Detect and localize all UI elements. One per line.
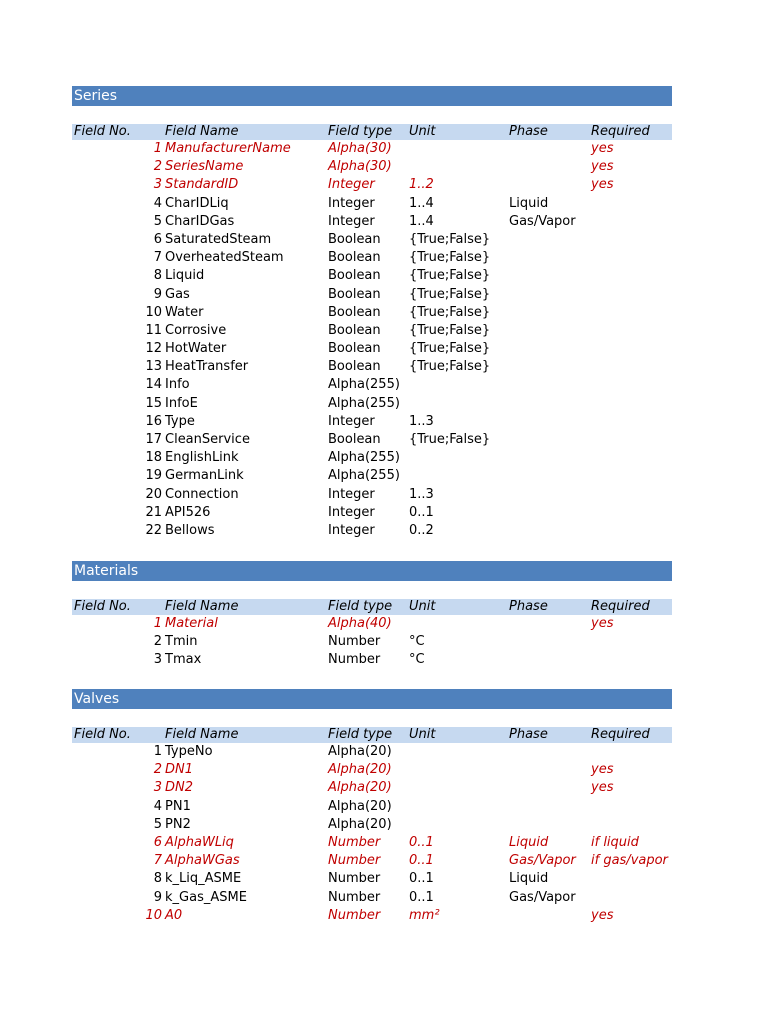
field-name-cell: Liquid xyxy=(165,268,205,284)
table-row xyxy=(72,633,672,651)
required-cell: yes xyxy=(591,616,614,631)
field-no-cell: 13 xyxy=(145,359,162,375)
field-name-cell: Tmax xyxy=(165,652,202,668)
field-name-cell: AlphaWLiq xyxy=(165,834,234,850)
field-name-cell: Type xyxy=(165,413,195,429)
table-row xyxy=(72,340,672,358)
table-row xyxy=(72,231,672,249)
field-no-cell: 15 xyxy=(145,395,162,411)
field-no-cell: 19 xyxy=(145,468,162,484)
field-no-cell: 6 xyxy=(153,834,162,850)
header-field-no: Field No. xyxy=(74,599,131,614)
unit-cell: 1..3 xyxy=(409,413,434,429)
field-no-cell: 8 xyxy=(153,268,162,284)
field-type-cell: Integer xyxy=(328,195,375,211)
field-type-cell: Boolean xyxy=(328,432,381,447)
table-row xyxy=(72,522,672,540)
field-no-cell: 2 xyxy=(153,762,162,778)
field-no-cell: 20 xyxy=(145,486,162,502)
field-type-cell: Alpha(30) xyxy=(328,141,392,156)
unit-cell: {True;False} xyxy=(409,359,491,375)
field-type-cell: Boolean xyxy=(328,341,381,357)
unit-cell: °C xyxy=(409,634,425,650)
header-phase: Phase xyxy=(509,124,548,139)
field-type-cell: Boolean xyxy=(328,268,381,284)
phase-cell: Gas/Vapor xyxy=(509,853,576,869)
phase-cell: Liquid xyxy=(509,834,549,850)
field-type-cell: Alpha(40) xyxy=(328,616,392,631)
field-no-cell: 14 xyxy=(145,377,162,393)
unit-cell: {True;False} xyxy=(409,268,491,284)
table-row xyxy=(72,816,672,834)
field-name-cell: k_Liq_ASME xyxy=(165,871,242,887)
field-type-cell: Number xyxy=(328,907,381,923)
field-name-cell: Tmin xyxy=(165,634,198,650)
field-no-cell: 1 xyxy=(153,744,162,759)
unit-cell: {True;False} xyxy=(409,322,491,338)
field-type-cell: Alpha(255) xyxy=(328,377,400,393)
phase-cell: Gas/Vapor xyxy=(509,213,576,229)
field-name-cell: HeatTransfer xyxy=(165,359,249,375)
header-unit: Unit xyxy=(409,727,436,742)
field-no-cell: 9 xyxy=(153,889,162,905)
field-no-cell: 10 xyxy=(145,304,162,320)
table-body xyxy=(72,140,672,540)
header-field-name: Field Name xyxy=(165,124,239,139)
required-cell: yes xyxy=(591,762,614,778)
field-no-cell: 16 xyxy=(145,413,162,429)
field-type-cell: Number xyxy=(328,889,381,905)
header-required: Required xyxy=(591,727,650,742)
header-unit: Unit xyxy=(409,124,436,139)
field-type-cell: Integer xyxy=(328,413,375,429)
table-header xyxy=(72,124,672,140)
table-body xyxy=(72,743,672,925)
field-name-cell: Water xyxy=(165,304,204,320)
required-cell: yes xyxy=(591,159,614,175)
field-type-cell: Alpha(255) xyxy=(328,395,400,411)
table-row xyxy=(72,195,672,213)
field-type-cell: Boolean xyxy=(328,359,381,375)
table-header xyxy=(72,599,672,615)
field-name-cell: Connection xyxy=(165,486,239,502)
field-type-cell: Number xyxy=(328,853,381,869)
field-no-cell: 5 xyxy=(153,213,162,229)
field-type-cell: Boolean xyxy=(328,250,381,266)
unit-cell: 0..1 xyxy=(409,853,434,869)
field-name-cell: GermanLink xyxy=(165,468,244,484)
unit-cell: 0..1 xyxy=(409,871,434,887)
field-no-cell: 1 xyxy=(153,141,162,156)
field-type-cell: Alpha(255) xyxy=(328,468,400,484)
table-row xyxy=(72,213,672,231)
required-cell: yes xyxy=(591,141,614,156)
field-name-cell: Material xyxy=(165,616,218,631)
field-no-cell: 3 xyxy=(153,780,162,796)
field-name-cell: CharIDGas xyxy=(165,213,235,229)
field-name-cell: API526 xyxy=(165,504,211,520)
field-no-cell: 9 xyxy=(153,286,162,302)
section-series xyxy=(72,86,672,540)
field-type-cell: Number xyxy=(328,834,381,850)
header-unit: Unit xyxy=(409,599,436,614)
table-row xyxy=(72,449,672,467)
unit-cell: 1..4 xyxy=(409,195,434,211)
field-no-cell: 22 xyxy=(145,522,162,538)
field-no-cell: 2 xyxy=(153,159,162,175)
unit-cell: {True;False} xyxy=(409,304,491,320)
unit-cell: {True;False} xyxy=(409,286,491,302)
field-no-cell: 11 xyxy=(145,322,162,338)
header-field-no: Field No. xyxy=(74,124,131,139)
field-type-cell: Number xyxy=(328,871,381,887)
table-row xyxy=(72,651,672,669)
field-name-cell: ManufacturerName xyxy=(165,141,291,156)
field-name-cell: Bellows xyxy=(165,522,215,538)
field-name-cell: HotWater xyxy=(165,341,227,357)
field-name-cell: TypeNo xyxy=(165,744,213,759)
field-name-cell: DN2 xyxy=(165,780,194,796)
field-name-cell: EnglishLink xyxy=(165,450,239,466)
field-name-cell: Corrosive xyxy=(165,322,227,338)
header-phase: Phase xyxy=(509,727,548,742)
required-cell: yes xyxy=(591,780,614,796)
field-type-cell: Alpha(20) xyxy=(328,780,392,796)
field-no-cell: 5 xyxy=(153,816,162,832)
field-no-cell: 3 xyxy=(153,177,162,193)
header-field-name: Field Name xyxy=(165,727,239,742)
required-cell: if gas/vapor xyxy=(591,853,668,869)
field-type-cell: Integer xyxy=(328,213,375,229)
section-valves xyxy=(72,689,672,925)
unit-cell: {True;False} xyxy=(409,231,491,247)
field-no-cell: 8 xyxy=(153,871,162,887)
header-required: Required xyxy=(591,599,650,614)
unit-cell: {True;False} xyxy=(409,432,491,447)
table-row xyxy=(72,286,672,304)
field-name-cell: Info xyxy=(165,377,190,393)
field-type-cell: Alpha(20) xyxy=(328,744,392,759)
field-name-cell: InfoE xyxy=(165,395,198,411)
unit-cell: 0..1 xyxy=(409,834,434,850)
table-row xyxy=(72,504,672,522)
phase-cell: Liquid xyxy=(509,871,549,887)
field-name-cell: Gas xyxy=(165,286,190,302)
field-name-cell: SeriesName xyxy=(165,159,244,175)
header-field-type: Field type xyxy=(328,599,393,614)
field-type-cell: Alpha(20) xyxy=(328,798,392,814)
field-name-cell: DN1 xyxy=(165,762,194,778)
header-field-type: Field type xyxy=(328,124,393,139)
field-no-cell: 7 xyxy=(153,853,162,869)
field-name-cell: CharIDLiq xyxy=(165,195,229,211)
field-type-cell: Alpha(20) xyxy=(328,816,392,832)
field-no-cell: 3 xyxy=(153,652,162,668)
header-field-name: Field Name xyxy=(165,599,239,614)
required-cell: yes xyxy=(591,177,614,193)
field-type-cell: Number xyxy=(328,652,381,668)
table-row xyxy=(72,907,672,925)
field-name-cell: StandardID xyxy=(165,177,239,193)
unit-cell: 0..1 xyxy=(409,504,434,520)
unit-cell: {True;False} xyxy=(409,341,491,357)
table-row xyxy=(72,249,672,267)
table-header xyxy=(72,727,672,743)
table-row xyxy=(72,852,672,870)
field-no-cell: 18 xyxy=(145,450,162,466)
field-name-cell: OverheatedSteam xyxy=(165,250,284,266)
field-no-cell: 7 xyxy=(153,250,162,266)
field-type-cell: Alpha(20) xyxy=(328,762,392,778)
unit-cell: 1..3 xyxy=(409,486,434,502)
phase-cell: Liquid xyxy=(509,195,549,211)
field-no-cell: 1 xyxy=(153,616,162,631)
table-row xyxy=(72,140,672,158)
unit-cell: 1..4 xyxy=(409,213,434,229)
header-phase: Phase xyxy=(509,599,548,614)
table-row xyxy=(72,761,672,779)
table-row xyxy=(72,834,672,852)
section-title: Materials xyxy=(72,561,672,581)
field-type-cell: Boolean xyxy=(328,286,381,302)
table-row xyxy=(72,395,672,413)
field-no-cell: 12 xyxy=(145,341,162,357)
section-materials xyxy=(72,561,672,670)
header-field-no: Field No. xyxy=(74,727,131,742)
field-no-cell: 6 xyxy=(153,231,162,247)
table-row xyxy=(72,358,672,376)
field-type-cell: Integer xyxy=(328,177,375,193)
table-row xyxy=(72,743,672,761)
header-field-type: Field type xyxy=(328,727,393,742)
unit-cell: 0..2 xyxy=(409,522,434,538)
unit-cell: 0..1 xyxy=(409,889,434,905)
field-no-cell: 10 xyxy=(145,907,162,923)
table-row xyxy=(72,467,672,485)
field-name-cell: CleanService xyxy=(165,432,250,447)
table-row xyxy=(72,798,672,816)
field-name-cell: PN1 xyxy=(165,798,191,814)
field-type-cell: Boolean xyxy=(328,231,381,247)
field-type-cell: Integer xyxy=(328,504,375,520)
table-row xyxy=(72,889,672,907)
table-row xyxy=(72,413,672,431)
table-row xyxy=(72,176,672,194)
field-name-cell: AlphaWGas xyxy=(165,853,240,869)
table-row xyxy=(72,267,672,285)
field-name-cell: PN2 xyxy=(165,816,191,832)
table-row xyxy=(72,779,672,797)
required-cell: yes xyxy=(591,907,614,923)
unit-cell: 1..2 xyxy=(409,177,434,193)
required-cell: if liquid xyxy=(591,834,639,850)
field-type-cell: Number xyxy=(328,634,381,650)
field-no-cell: 2 xyxy=(153,634,162,650)
section-title: Series xyxy=(72,86,672,106)
field-name-cell: A0 xyxy=(165,907,183,923)
table-row xyxy=(72,158,672,176)
table-row xyxy=(72,615,672,633)
field-no-cell: 21 xyxy=(145,504,162,520)
table-row xyxy=(72,304,672,322)
table-row xyxy=(72,486,672,504)
field-no-cell: 4 xyxy=(153,798,162,814)
table-body xyxy=(72,615,672,670)
field-type-cell: Boolean xyxy=(328,322,381,338)
table-row xyxy=(72,870,672,888)
field-type-cell: Integer xyxy=(328,522,375,538)
field-type-cell: Boolean xyxy=(328,304,381,320)
table-row xyxy=(72,376,672,394)
header-required: Required xyxy=(591,124,650,139)
table-row xyxy=(72,431,672,449)
field-name-cell: k_Gas_ASME xyxy=(165,889,247,905)
phase-cell: Gas/Vapor xyxy=(509,889,576,905)
field-type-cell: Alpha(30) xyxy=(328,159,392,175)
field-no-cell: 4 xyxy=(153,195,162,211)
unit-cell: mm² xyxy=(409,907,440,923)
field-type-cell: Alpha(255) xyxy=(328,450,400,466)
table-row xyxy=(72,322,672,340)
field-no-cell: 17 xyxy=(145,432,162,447)
section-title: Valves xyxy=(72,689,672,709)
unit-cell: °C xyxy=(409,652,425,668)
field-type-cell: Integer xyxy=(328,486,375,502)
unit-cell: {True;False} xyxy=(409,250,491,266)
field-name-cell: SaturatedSteam xyxy=(165,231,272,247)
